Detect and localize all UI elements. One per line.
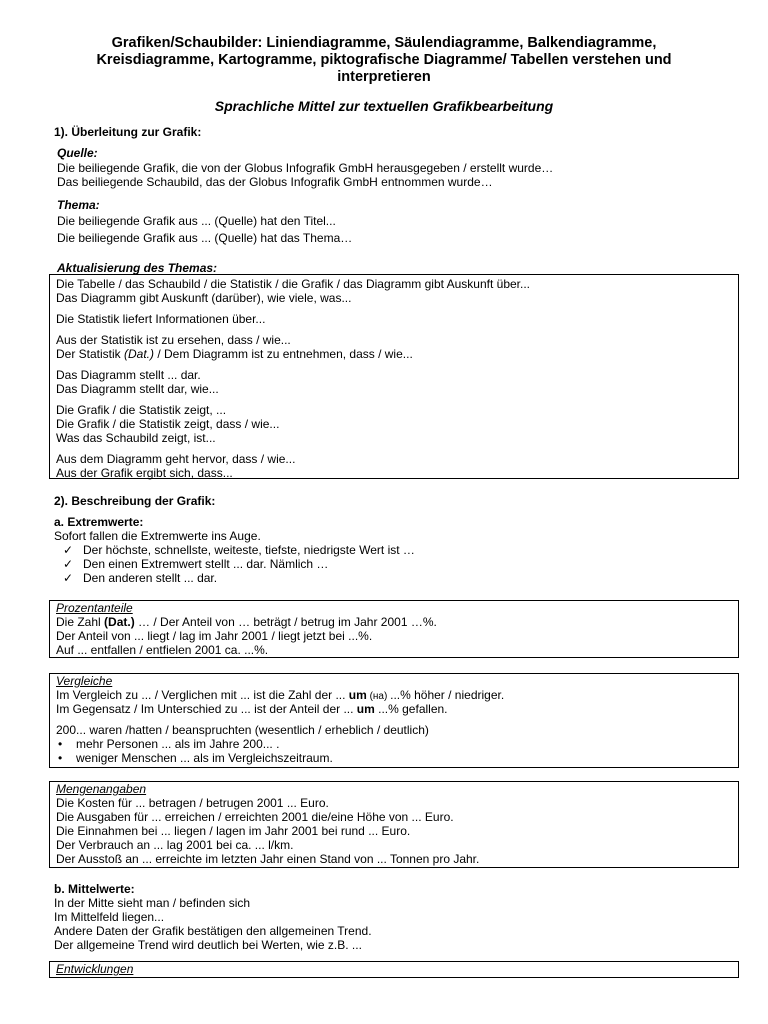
section-2-heading: 2). Beschreibung der Grafik:: [54, 494, 216, 508]
entwicklungen-box: [49, 961, 739, 978]
mittel-line-1: In der Mitte sieht man / befinden sich: [54, 896, 251, 910]
aktual-line-11: Aus dem Diagramm geht hervor, dass / wie...: [56, 452, 296, 466]
menge-line-5: Der Ausstoß an ... erreichte im letzten Jahr einen Stand von ... Tonnen pro Jahr.: [56, 852, 480, 866]
quelle-line-1: Die beiliegende Grafik, die von der Globus Infografik GmbH herausgegeben / erstellt wurde…: [57, 161, 554, 175]
extrem-item-2: ✓ Den einen Extremwert stellt ... dar. Nämlich …: [54, 557, 415, 571]
aktual-line-8: Die Grafik / die Statistik zeigt, ...: [56, 403, 227, 417]
thema-line-1: Die beiliegende Grafik aus ... (Quelle) hat den Titel...: [57, 214, 336, 228]
thema-lines: [57, 214, 352, 245]
title-line-2: Kreisdiagramme, Kartogramme, piktografische Diagramme/ Tabellen verstehen und: [96, 52, 672, 68]
mittel-line-2: Im Mittelfeld liegen...: [54, 910, 165, 924]
section-1-heading: 1). Überleitung zur Grafik:: [54, 125, 202, 139]
prozent-line-3: Auf ... entfallen / entfielen 2001 ca. ...%.: [56, 643, 269, 657]
mittelwerte-lines: [54, 896, 372, 952]
prozent-line-1: Die Zahl (Dat.) … / Der Anteil von … beträgt / betrug im Jahr 2001 …%.: [56, 615, 437, 629]
vergleich-bullet-1: • mehr Personen ... als im Jahre 200... .: [56, 737, 738, 751]
vergleich-line-1: Im Vergleich zu ... / Verglichen mit ... ist die Zahl der ... um (на) ...% höher / niedriger.: [56, 688, 505, 702]
extremwerte-label: a. Extremwerte:: [54, 515, 144, 529]
prozentanteile-box: [49, 600, 739, 658]
extremwerte-list: [54, 543, 415, 585]
aktualisierung-box: [49, 274, 739, 479]
aktual-line-4: Aus der Statistik ist zu ersehen, dass / wie...: [56, 333, 291, 347]
mengenangaben-box: [49, 781, 739, 868]
prozentanteile-label: Prozentanteile: [56, 601, 133, 615]
extremwerte-intro-text: Sofort fallen die Extremwerte ins Auge.: [54, 529, 261, 543]
mengenangaben-label: Mengenangaben: [56, 782, 147, 796]
menge-line-3: Die Einnahmen bei ... liegen / lagen im Jahr 2001 bei rund ... Euro.: [56, 824, 411, 838]
title-line-3: interpretieren: [337, 69, 431, 85]
aktualisierung-label: Aktualisierung des Themas:: [57, 261, 218, 275]
quelle-line-2: Das beiliegende Schaubild, das der Globus Infografik GmbH entnommen wurde…: [57, 175, 493, 189]
aktual-line-7: Das Diagramm stellt dar, wie...: [56, 382, 219, 396]
vergleich-bullets: [56, 737, 738, 765]
vergleich-line-2: Im Gegensatz / Im Unterschied zu ... ist der Anteil der ... um ...% gefallen.: [56, 702, 448, 716]
aktual-line-1: Die Tabelle / das Schaubild / die Statistik / die Grafik / das Diagramm gibt Auskunft über...: [56, 277, 531, 291]
aktual-line-12: Aus der Grafik ergibt sich, dass...: [56, 466, 233, 480]
vergleiche-box: [49, 673, 739, 768]
document-title: [40, 35, 728, 86]
mittel-line-4: Der allgemeine Trend wird deutlich bei Werten, wie z.B. ...: [54, 938, 362, 952]
extrem-item-1: ✓ Der höchste, schnellste, weiteste, tiefste, niedrigste Wert ist …: [54, 543, 415, 557]
vergleich-line-3: 200... waren /hatten / beanspruchten (wesentlich / erheblich / deutlich): [56, 723, 429, 737]
aktual-line-3: Die Statistik liefert Informationen über...: [56, 312, 266, 326]
prozent-line-2: Der Anteil von ... liegt / lag im Jahr 2001 / liegt jetzt bei ...%.: [56, 629, 373, 643]
menge-line-1: Die Kosten für ... betragen / betrugen 2001 ... Euro.: [56, 796, 329, 810]
document-subtitle: Sprachliche Mittel zur textuellen Grafikbearbeitung: [214, 98, 554, 114]
thema-line-2: Die beiliegende Grafik aus ... (Quelle) hat das Thema…: [57, 231, 353, 245]
quelle-label: Quelle:: [57, 146, 98, 160]
aktual-line-10: Was das Schaubild zeigt, ist...: [56, 431, 216, 445]
extrem-item-3: ✓ Den anderen stellt ... dar.: [54, 571, 415, 585]
title-line-1: Grafiken/Schaubilder: Liniendiagramme, Säulendiagramme, Balkendiagramme,: [111, 35, 657, 51]
aktual-line-9: Die Grafik / die Statistik zeigt, dass / wie...: [56, 417, 280, 431]
quelle-lines: [57, 161, 553, 189]
aktual-line-6: Das Diagramm stellt ... dar.: [56, 368, 201, 382]
vergleich-bullet-2: • weniger Menschen ... als im Vergleichszeitraum.: [56, 751, 738, 765]
aktual-line-2: Das Diagramm gibt Auskunft (darüber), wie viele, was...: [56, 291, 352, 305]
mittel-line-3: Andere Daten der Grafik bestätigen den allgemeinen Trend.: [54, 924, 372, 938]
menge-line-4: Der Verbrauch an ... lag 2001 bei ca. ... l/km.: [56, 838, 294, 852]
mittelwerte-label: b. Mittelwerte:: [54, 882, 135, 896]
vergleiche-label: Vergleiche: [56, 674, 113, 688]
thema-label: Thema:: [57, 198, 100, 212]
entwicklungen-label: Entwicklungen: [56, 962, 134, 976]
aktual-line-5: Der Statistik (Dat.) / Dem Diagramm ist zu entnehmen, dass / wie...: [56, 347, 413, 361]
menge-line-2: Die Ausgaben für ... erreichen / erreichten 2001 die/eine Höhe von ... Euro.: [56, 810, 454, 824]
extremwerte-intro: [54, 529, 261, 543]
